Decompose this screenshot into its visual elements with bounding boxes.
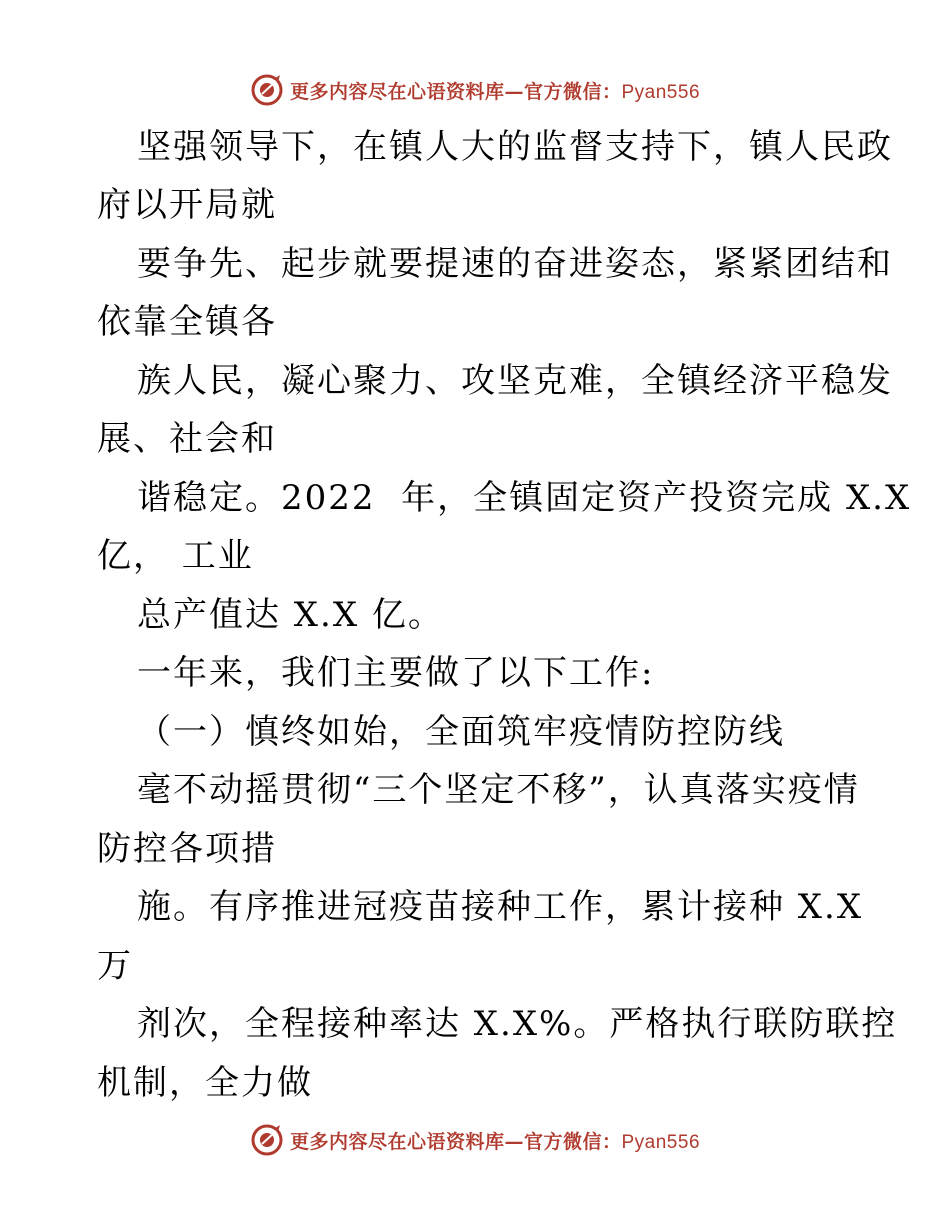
text-line: 施。有序推进冠疫苗接种工作，累计接种 X.X xyxy=(137,887,864,927)
text-line: 防控各项措 xyxy=(97,829,277,869)
text-line: 府以开局就 xyxy=(97,185,277,225)
text-line: 坚强领导下，在镇人大的监督支持下，镇人民政 xyxy=(137,127,893,167)
watermark-label: 更多内容尽在心语资料库—官方微信： xyxy=(289,80,622,103)
watermark-text xyxy=(290,1127,700,1154)
watermark-handle: Pyan556 xyxy=(621,1131,701,1153)
text-line: 剂次，全程接种率达 X.X%。严格执行联防联控 xyxy=(137,1004,898,1044)
text-line: 机制，全力做 xyxy=(97,1063,313,1103)
text-line: 展、社会和 xyxy=(97,419,277,459)
text-line: 族人民，凝心聚力、攻坚克难，全镇经济平稳发 xyxy=(137,361,893,401)
text-line: 万 xyxy=(97,946,133,986)
text-line: 要争先、起步就要提速的奋进姿态，紧紧团结和 xyxy=(137,244,893,284)
brand-logo-icon xyxy=(250,1123,284,1157)
watermark-text xyxy=(290,77,700,104)
watermark-handle: Pyan556 xyxy=(621,81,701,103)
footer-watermark xyxy=(0,1120,950,1160)
text-line: 谐稳定。2022 年，全镇固定资产投资完成 X.X xyxy=(137,478,912,518)
text-line: 一年来，我们主要做了以下工作: xyxy=(137,653,655,693)
brand-logo-icon xyxy=(250,73,284,107)
text-line: 依靠全镇各 xyxy=(97,302,277,342)
watermark-label: 更多内容尽在心语资料库—官方微信： xyxy=(289,1130,622,1153)
section-heading: （一）慎终如始，全面筑牢疫情防控防线 xyxy=(137,712,785,752)
text-line: 总产值达 X.X 亿。 xyxy=(137,595,444,635)
header-watermark xyxy=(0,70,950,110)
text-line: 亿， 工业 xyxy=(97,536,254,576)
text-line: 毫不动摇贯彻“三个坚定不移”，认真落实疫情 xyxy=(137,770,860,810)
